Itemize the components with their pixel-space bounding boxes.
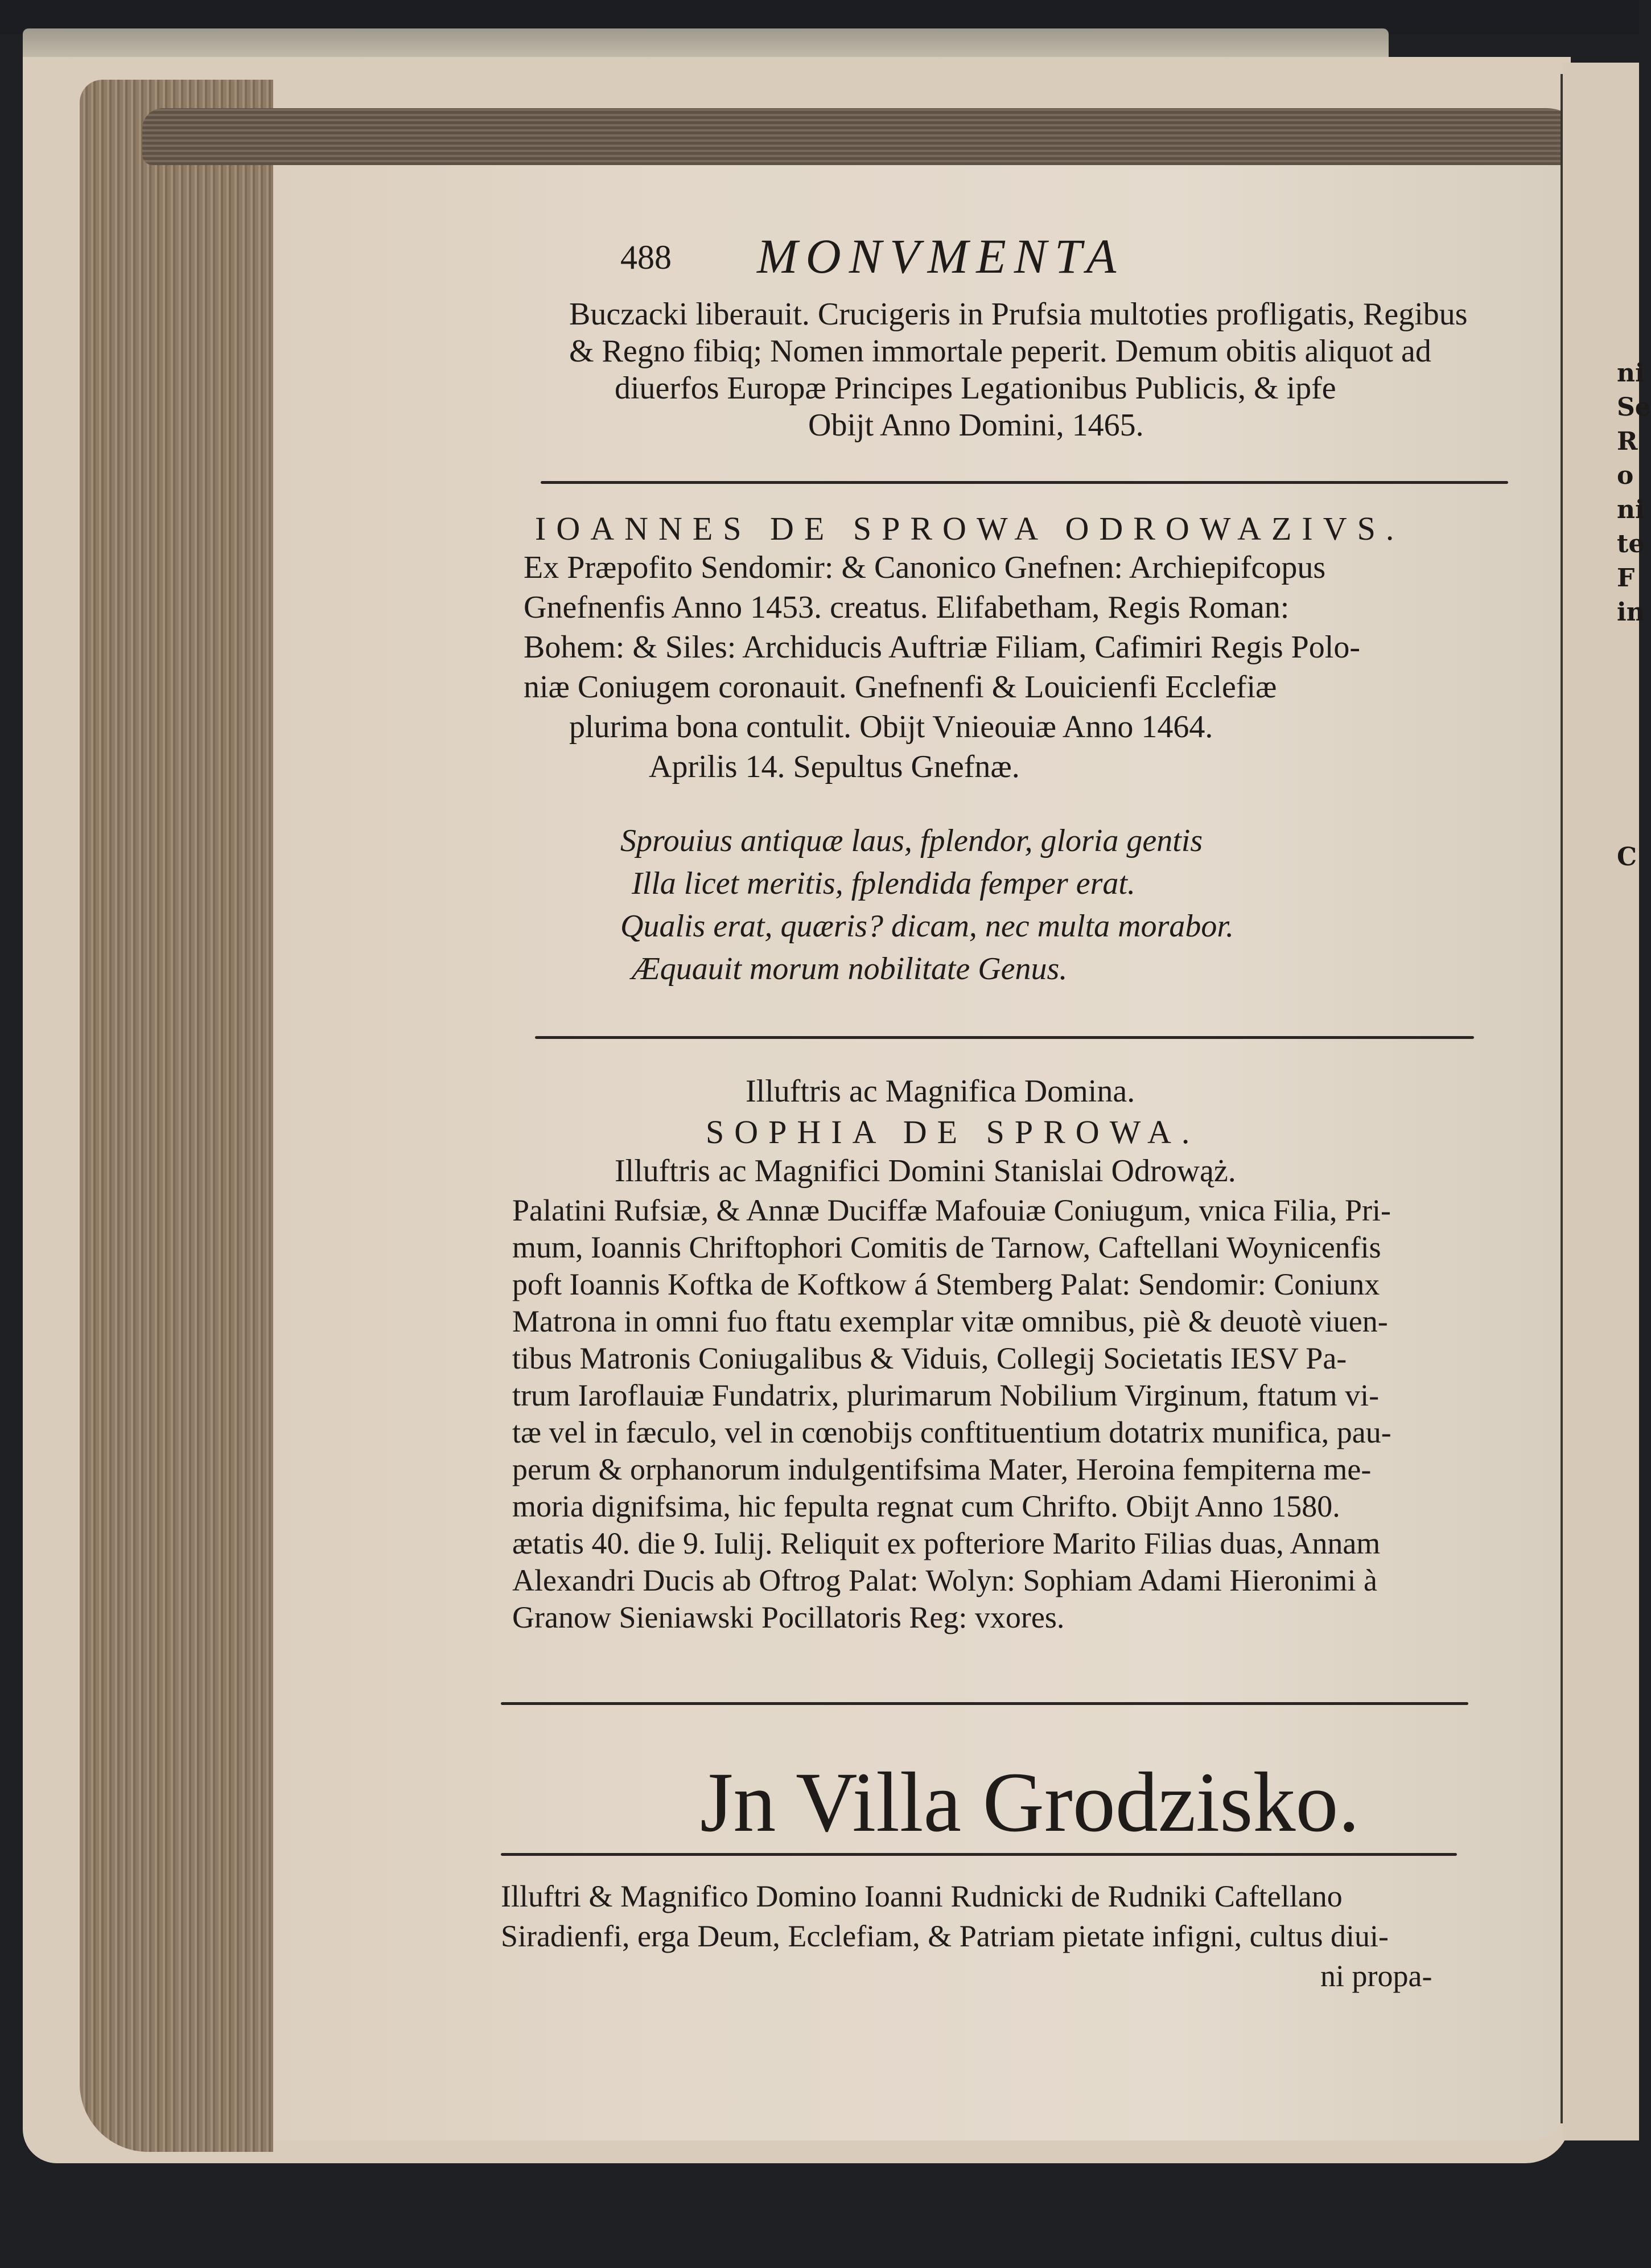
page-number: 488 (620, 239, 672, 276)
facing-fragment: R (1617, 427, 1638, 456)
entry-heading: IOANNES DE SPROWA ODROWAZIVS. (535, 510, 1405, 547)
text-line: Matrona in omni fuo ftatu exemplar vitæ omnibus, piè & deuotè viuen- (512, 1304, 1388, 1338)
facing-fragment: F (1617, 564, 1635, 593)
entry-subheading: Illuftris ac Magnifici Domini Stanislai Odrowąż. (615, 1153, 1236, 1189)
text-line: poft Ioannis Koftka de Koftkow á Stemberg Palat: Sendomir: Coniunx (512, 1267, 1380, 1301)
divider-rule (501, 1853, 1457, 1856)
text-line: moria dignifsima, hic fepulta regnat cum Chrifto. Obijt Anno 1580. (512, 1489, 1340, 1523)
text-line: Obijt Anno Domini, 1465. (808, 408, 1144, 443)
text-line: perum & orphanorum indulgentifsima Mater, Heroina fempiterna me- (512, 1452, 1372, 1486)
text-line: niæ Coniugem coronauit. Gnefnenfi & Louicienfi Ecclefiæ (524, 669, 1277, 705)
text-line: Ex Præpofito Sendomir: & Canonico Gnefnen: Archiepifcopus (524, 550, 1326, 585)
text-line: Buczacki liberauit. Crucigeris in Prufsia multoties profligatis, Regibus (569, 297, 1468, 332)
text-line: tibus Matronis Coniugalibus & Viduis, Collegij Societatis IESV Pa- (512, 1341, 1347, 1375)
text-line: & Regno fibiq; Nomen immortale peperit. Demum obitis aliquot ad (569, 334, 1431, 369)
entry-intro: Illuftris ac Magnifica Domina. (746, 1074, 1135, 1109)
text-line: Siradienfi, erga Deum, Ecclefiam, & Patriam pietate infigni, cultus diui- (501, 1919, 1389, 1953)
divider-rule (541, 481, 1508, 484)
facing-page (1563, 63, 1651, 2140)
text-line: diuerfos Europæ Principes Legationibus Publicis, & ipfe (615, 371, 1336, 406)
verse-line: Qualis erat, quæris? dicam, nec multa morabor. (620, 909, 1234, 944)
facing-fragment: in (1617, 598, 1645, 627)
text-line: Alexandri Ducis ab Oftrog Palat: Wolyn: Sophiam Adami Hieronimi à (512, 1563, 1377, 1597)
facing-fragment: ni (1617, 359, 1645, 388)
divider-rule (501, 1702, 1468, 1705)
background (0, 2163, 1639, 2268)
verse-line: Sprouius antiquæ laus, fplendor, gloria gentis (620, 823, 1203, 858)
divider-rule (535, 1036, 1474, 1039)
facing-fragment: te (1617, 529, 1645, 558)
facing-fragment: C (1617, 843, 1637, 872)
text-line: tæ vel in fæculo, vel in cœnobijs conftituentium dotatrix munifica, pau- (512, 1415, 1391, 1449)
facing-fragment: o (1617, 461, 1634, 490)
section-title: Jn Villa Grodzisko. (700, 1755, 1360, 1850)
text-line: Illuftri & Magnifico Domino Ioanni Rudnicki de Rudniki Caftellano (501, 1879, 1343, 1913)
text-line: Bohem: & Siles: Archiducis Auftriæ Filiam, Cafimiri Regis Polo- (524, 630, 1360, 665)
catchword: ni propa- (1320, 1959, 1432, 1993)
text-line: Gnefnenfis Anno 1453. creatus. Elifabetham, Regis Roman: (524, 590, 1290, 625)
entry-heading: SOPHIA DE SPROWA. (706, 1114, 1200, 1151)
verse-line: Æquauit morum nobilitate Genus. (632, 951, 1068, 987)
verse-line: Illa licet meritis, fplendida femper erat. (632, 866, 1135, 901)
running-title: MONVMENTA (757, 229, 1125, 284)
text-line: Aprilis 14. Sepultus Gnefnæ. (649, 749, 1020, 784)
text-line: trum Iaroflauiæ Fundatrix, plurimarum Nobilium Virginum, ftatum vi- (512, 1378, 1380, 1412)
fore-edge-pages (80, 80, 273, 2152)
text-line: mum, Ioannis Chriftophori Comitis de Tarnow, Caftellani Woynicenfis (512, 1230, 1381, 1264)
facing-fragment: Se (1617, 393, 1651, 422)
text-line: plurima bona contulit. Obijt Vnieouiæ Anno 1464. (569, 709, 1213, 745)
top-edge-pages (142, 108, 1588, 165)
text-line: Granow Sieniawski Pocillatoris Reg: vxores. (512, 1600, 1065, 1634)
text-line: Palatini Rufsiæ, & Annæ Duciffæ Mafouiæ Coniugum, vnica Filia, Pri- (512, 1193, 1391, 1227)
text-line: ætatis 40. die 9. Iulij. Reliquit ex pofteriore Marito Filias duas, Annam (512, 1526, 1381, 1560)
facing-fragment: ni (1617, 495, 1645, 524)
gutter-line (1561, 74, 1563, 2123)
